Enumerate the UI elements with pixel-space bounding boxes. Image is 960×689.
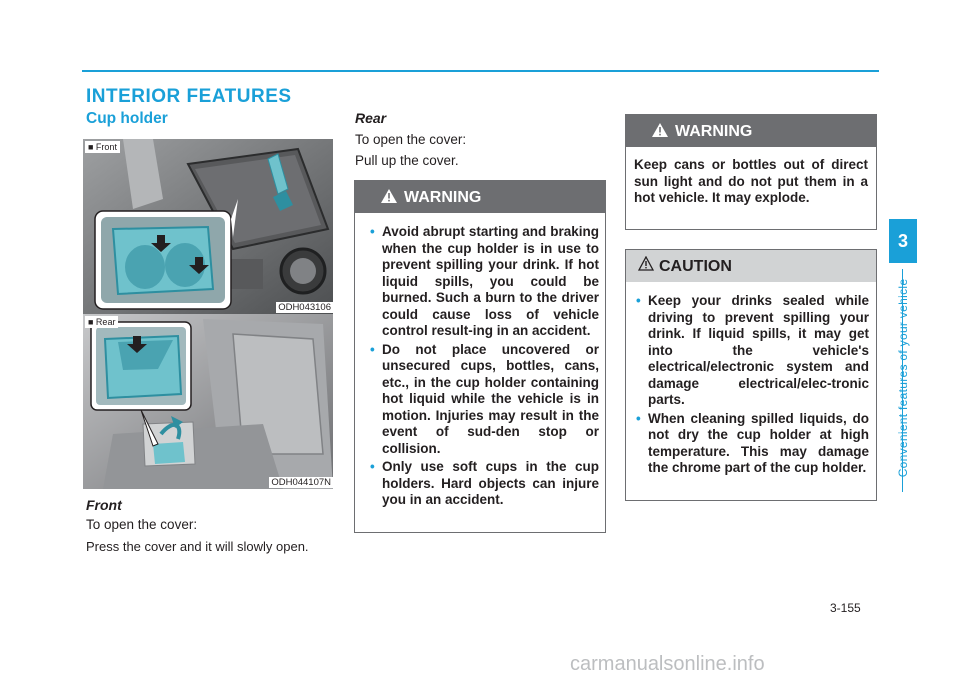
rear-line-1: To open the cover:: [355, 132, 467, 147]
front-console-illustration: [83, 139, 333, 314]
rear-armrest-illustration: [83, 314, 333, 489]
warning-title: WARNING: [675, 123, 753, 140]
caution-header: [626, 250, 876, 282]
rear-line-2: Pull up the cover.: [355, 153, 459, 168]
warning-header: [355, 181, 605, 213]
warning-box-right: [625, 114, 877, 230]
warning-header: [626, 115, 876, 147]
chapter-title: Convenient features of your vehicle: [896, 278, 910, 478]
chapter-tab: 3: [889, 219, 917, 263]
caution-list: [636, 293, 869, 479]
warning-item: • Only use soft cups in the cup holders. Hard objects can injure you in an accident.: [370, 459, 599, 507]
warning-box-middle: [354, 180, 606, 533]
rear-image-label: ■ Rear: [85, 316, 118, 328]
caution-title: CAUTION: [659, 258, 732, 275]
caution-box: [625, 249, 877, 501]
warning-title: WARNING: [404, 189, 482, 206]
caution-item: • When cleaning spilled liquids, do not dry the cup holder at high temperature. This may damage the chrome part of the cup holder.: [636, 410, 869, 475]
page-number: 3-155: [830, 601, 861, 615]
watermark: carmanualsonline.info: [570, 653, 765, 675]
front-line-1: To open the cover:: [86, 517, 198, 532]
front-image-code: ODH043106: [278, 302, 331, 313]
warning-triangle-icon: [381, 189, 397, 208]
rear-image-code: ODH044107N: [271, 477, 331, 488]
caution-triangle-icon: [638, 256, 654, 276]
rear-armrest-drawing: [83, 314, 333, 489]
warning-triangle-icon: [652, 123, 668, 142]
front-line-2: Press the cover and it will slowly open.: [86, 539, 309, 554]
front-console-drawing: [83, 139, 333, 314]
warning-text: Keep cans or bottles out of direct sun light and do not put them in a hot vehicle. It may explode.: [634, 157, 868, 205]
caution-item: • Keep your drinks sealed while driving to prevent spilling your drink. If liquid spills, it may get into the vehicle's electrical/electronic system and damage electrical/elec-tronic parts.: [636, 293, 869, 407]
warning-item: • Avoid abrupt starting and braking when the cup holder is in use to prevent spilling your drink. If hot liquid spills, you could be burned. Such a burn to the driver could cause loss of vehicle control result-ing in an accident.: [370, 224, 599, 338]
section-title: INTERIOR FEATURES: [86, 86, 292, 107]
subsection-title: Cup holder: [86, 110, 168, 127]
front-image-label: ■ Front: [85, 141, 120, 153]
rear-heading: Rear: [355, 110, 387, 126]
warning-item: • Do not place uncovered or unsecured cups, bottles, cans, etc., in the cup holder containing hot liquid while the vehicle is in motion. Injuries may result in the event of sud-den stop or collision.: [370, 341, 599, 456]
header-rule: [82, 70, 879, 72]
warning-list: [370, 224, 599, 511]
front-heading: Front: [86, 497, 122, 513]
